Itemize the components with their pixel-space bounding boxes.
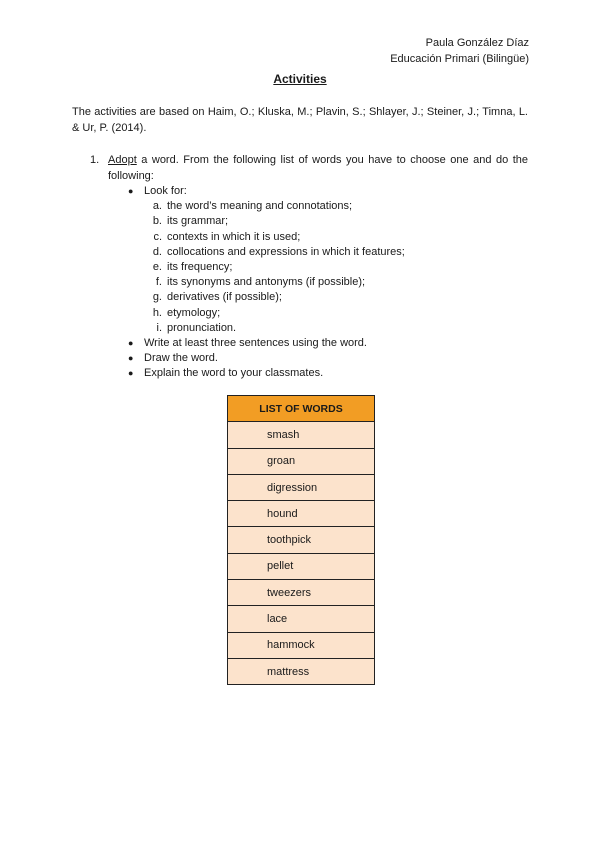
- list-text: collocations and expressions in which it features;: [167, 245, 405, 258]
- bullet-text: Write at least three sentences using the word.: [144, 337, 367, 350]
- page-title: Activities: [273, 72, 327, 86]
- bullet-sentences: [128, 336, 405, 351]
- table-row: [228, 501, 375, 527]
- bullet-icon: ●: [128, 338, 134, 349]
- program-name: Educación Primari (Bilingüe): [390, 52, 529, 65]
- table-header: LIST OF WORDS: [228, 396, 375, 422]
- page-header: [390, 36, 529, 67]
- list-letter: e.: [152, 261, 162, 274]
- list-letter: a.: [152, 200, 162, 213]
- look-for-list: [148, 199, 405, 336]
- table-row: [228, 658, 375, 684]
- activity-description: a word. From the following list of words you have to choose one and do the following:: [108, 154, 528, 182]
- bullet-look-for: [128, 184, 405, 199]
- table-cell: lace: [228, 606, 375, 632]
- bullet-icon: ●: [128, 353, 134, 364]
- list-item: [148, 230, 405, 245]
- intro-paragraph: The activities are based on Haim, O.; Kluska, M.; Plavin, S.; Shlayer, J.; Steiner, J.; Timna, L. & Ur, P. (2014).: [72, 106, 528, 134]
- list-item: [148, 199, 405, 214]
- list-text: etymology;: [167, 306, 221, 319]
- activity-text: [108, 153, 528, 184]
- list-item: [148, 245, 405, 260]
- table-cell: hound: [228, 501, 375, 527]
- table-row: [228, 422, 375, 448]
- list-letter: i.: [156, 321, 162, 334]
- table-row: [228, 632, 375, 658]
- bullet-text: Explain the word to your classmates.: [144, 367, 324, 380]
- list-letter: d.: [152, 245, 162, 258]
- list-text: pronunciation.: [167, 321, 237, 334]
- bullet-text: Draw the word.: [144, 352, 218, 365]
- table-cell: tweezers: [228, 580, 375, 606]
- activity-keyword: Adopt: [108, 154, 137, 166]
- table-cell: hammock: [228, 632, 375, 658]
- table-row: [228, 474, 375, 500]
- table-row: [228, 553, 375, 579]
- word-list-table: [227, 395, 375, 685]
- table-row: [228, 606, 375, 632]
- table-cell: pellet: [228, 553, 375, 579]
- list-text: derivatives (if possible);: [167, 291, 282, 304]
- table-cell: groan: [228, 448, 375, 474]
- list-item: [148, 275, 405, 290]
- list-item: [148, 321, 405, 336]
- bullet-icon: ●: [128, 368, 134, 379]
- table-row: [228, 448, 375, 474]
- bullet-list: [128, 184, 405, 382]
- list-letter: f.: [155, 276, 162, 289]
- bullet-explain: [128, 366, 405, 381]
- list-text: its synonyms and antonyms (if possible);: [167, 276, 366, 289]
- bullet-draw: [128, 351, 405, 366]
- table-cell: smash: [228, 422, 375, 448]
- bullet-icon: ●: [128, 186, 134, 196]
- author-name: Paula González Díaz: [425, 37, 529, 49]
- list-text: its grammar;: [167, 215, 229, 228]
- list-text: the word’s meaning and connotations;: [167, 200, 353, 213]
- list-text: contexts in which it is used;: [167, 230, 301, 243]
- list-letter: h.: [152, 306, 162, 319]
- list-letter: c.: [153, 230, 162, 243]
- list-letter: b.: [152, 215, 162, 228]
- list-letter: g.: [152, 291, 162, 304]
- list-text: its frequency;: [167, 261, 233, 274]
- table-cell: digression: [228, 474, 375, 500]
- activity-number: 1.: [90, 154, 100, 166]
- list-item: [148, 290, 405, 305]
- list-item: [148, 306, 405, 321]
- table-cell: mattress: [228, 658, 375, 684]
- bullet-text: Look for:: [144, 185, 187, 197]
- list-item: [148, 260, 405, 275]
- activity-1: [90, 153, 528, 184]
- list-item: [148, 214, 405, 229]
- table-cell: toothpick: [228, 527, 375, 553]
- table-row: [228, 580, 375, 606]
- table-row: [228, 527, 375, 553]
